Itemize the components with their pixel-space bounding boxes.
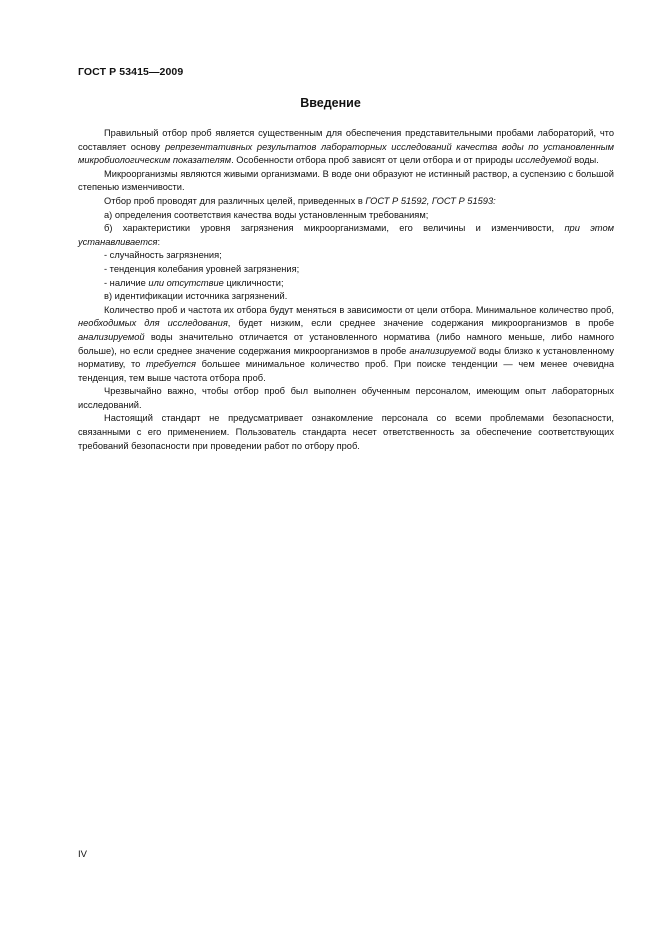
text-run: цикличности; (223, 277, 284, 288)
text-run: . Особенности отбора проб зависят от цели отбора и от природы (231, 155, 516, 166)
paragraph (78, 304, 614, 386)
italic-text: при этом устанавливается (78, 223, 614, 247)
italic-text: репрезентативных результатов лабораторных исследований качества воды по установленным микробиологическим показателям (78, 141, 615, 166)
page-number: IV (78, 849, 87, 860)
italic-text: ГОСТ Р 51592, ГОСТ Р 51593: (365, 195, 496, 206)
italic-text: анализируемой (409, 345, 476, 356)
section-title: Введение (300, 96, 361, 110)
italic-text: исследуемой (515, 155, 572, 166)
text-run: б) характеристики уровня загрязнения микроорганизмами, его величины и изменчивости, (104, 223, 565, 234)
text-run: Правильный отбор проб является существенным для обеспечения представительными пробами лабораторий, что составляет основу (78, 128, 614, 152)
text-run: большее минимальное количество проб. При поиске тенденции — чем менее очевидна тенденция, тем выше частота отбора проб. (78, 359, 614, 383)
text-run: - наличие (104, 277, 149, 288)
text-run: в) идентификации источника загрязнений. (104, 291, 288, 302)
paragraph (78, 290, 614, 304)
text-run: Микроорганизмы являются живыми организмами. В воде они образуют не истинный раствор, а суспензию с большой степенью изменчивости. (78, 168, 614, 193)
paragraph (78, 412, 614, 453)
text-run: а) определения соответствия качества воды установленным требованиям; (104, 209, 429, 220)
paragraph (78, 249, 614, 263)
text-run: Отбор проб проводят для различных целей, приведенных в (104, 195, 366, 206)
text-run: - случайность загрязнения; (104, 250, 222, 261)
italic-text: необходимых для исследования (78, 318, 228, 329)
standard-designation: ГОСТ Р 53415—2009 (78, 66, 184, 78)
text-run: - тенденция колебания уровней загрязнения; (104, 263, 300, 274)
italic-text: или отсутствие (148, 277, 224, 288)
paragraph (78, 195, 614, 209)
text-run: воды близко к установленному нормативу, то (78, 345, 614, 370)
text-run: Количество проб и частота их отбора будут меняться в зависимости от цели отбора. Минимальное количество проб, (104, 304, 614, 315)
body-text (78, 127, 614, 453)
text-run: : (157, 236, 161, 247)
text-run: воды значительно отличается от установленного норматива (либо намного меньше, либо намного больше), но если среднее значение содержания микроорганизмов в пробе (78, 331, 614, 356)
paragraph (78, 263, 614, 277)
italic-text: анализируемой (78, 331, 145, 342)
text-run: Чрезвычайно важно, чтобы отбор проб был выполнен обученным персоналом, имеющим опыт лабораторных исследований. (78, 386, 614, 410)
paragraph (78, 385, 614, 412)
paragraph (78, 222, 614, 249)
text-run: , будет низким, если среднее значение содержания микроорганизмов в пробе (227, 318, 614, 329)
text-run: Настоящий стандарт не предусматривает ознакомление персонала со всеми проблемами безопасности, связанными с его применением. Пользователь стандарта несет ответственность за обеспечение соответствующих требований безопасности при проведении работ по отбору проб. (78, 413, 614, 451)
italic-text: требуется (146, 359, 196, 370)
paragraph (78, 277, 614, 291)
paragraph (78, 127, 614, 168)
text-run: воды. (571, 155, 599, 166)
paragraph (78, 168, 614, 195)
paragraph (78, 209, 614, 223)
